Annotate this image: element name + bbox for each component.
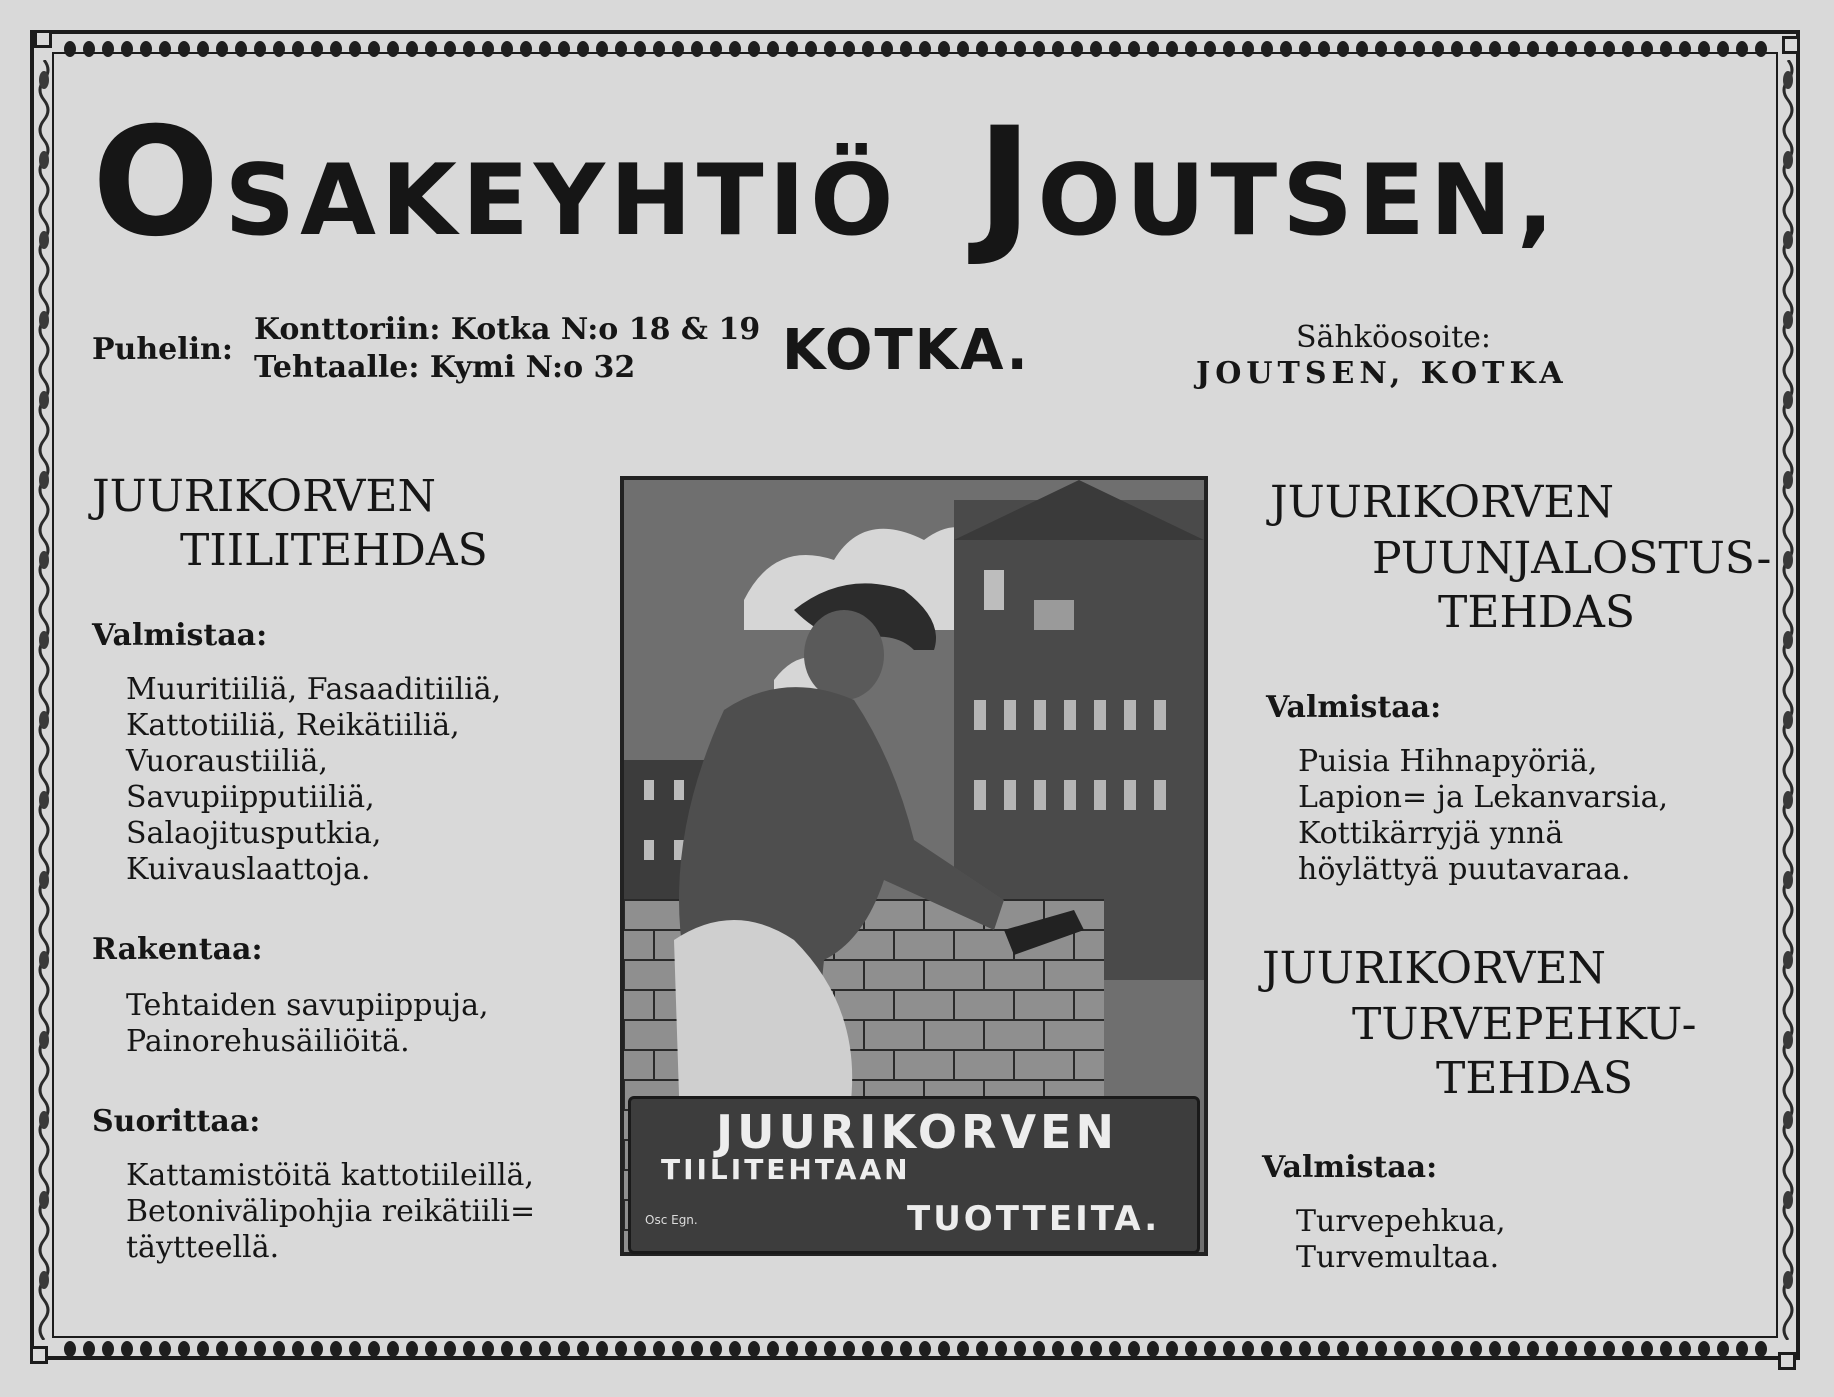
list-item: Muuritiiliä, Fasaaditiiliä,	[126, 672, 502, 707]
phone-label: Puhelin:	[92, 332, 233, 367]
woodworks-makes-label: Valmistaa:	[1266, 690, 1442, 725]
corner-ornament-bottom-left	[30, 1346, 48, 1364]
list-item: Lapion= ja Lekanvarsia,	[1298, 780, 1669, 815]
list-item: Kattamistöitä kattotiileillä,	[126, 1158, 534, 1193]
list-item: Painorehusäiliöitä.	[126, 1024, 410, 1059]
brickworks-performs-label: Suorittaa:	[92, 1104, 261, 1139]
woodworks-heading-line1: JUURIKORVEN	[1270, 477, 1615, 528]
woodworks-heading-line2: PUUNJALOSTUS-	[1372, 533, 1772, 584]
peatworks-product-list	[1296, 1204, 1506, 1276]
right-vine-border	[1778, 60, 1798, 1340]
poster-line1: JUURIKORVEN	[716, 1105, 1118, 1159]
company-title	[92, 96, 1742, 270]
brickworks-performs-list	[126, 1158, 535, 1266]
list-item: Turvepehkua,	[1296, 1204, 1506, 1239]
factory-phone: Tehtaalle: Kymi N:o 32	[254, 350, 636, 385]
peatworks-heading-line3: TEHDAS	[1436, 1053, 1634, 1104]
telegraph-address: JOUTSEN, KOTKA	[1196, 356, 1568, 391]
top-bead-border	[60, 38, 1780, 60]
list-item: Savupiipputiiliä,	[126, 780, 375, 815]
brickworks-heading-line1: JUURIKORVEN	[92, 471, 437, 522]
peatworks-heading-line2: TURVEPEHKU-	[1352, 999, 1697, 1050]
telegraph-label: Sähköosoite:	[1296, 320, 1492, 355]
list-item: Puisia Hihnapyöriä,	[1298, 744, 1598, 779]
brickworks-product-list	[126, 672, 501, 888]
list-item: höylättyä puutavaraa.	[1298, 852, 1631, 887]
brickworks-builds-label: Rakentaa:	[92, 932, 263, 967]
poster-banner	[628, 1096, 1200, 1254]
list-item: Kuivauslaattoja.	[126, 852, 371, 887]
poster-line3: TUOTTEITA.	[907, 1199, 1161, 1239]
list-item: Turvemultaa.	[1296, 1240, 1500, 1275]
left-vine-border	[34, 60, 54, 1340]
company-name-word2: JOUTSEN,	[976, 96, 1560, 270]
peatworks-makes-label: Valmistaa:	[1262, 1150, 1438, 1185]
list-item: Betonivälipohjia reikätiili=	[126, 1194, 536, 1229]
woodworks-product-list	[1298, 744, 1668, 888]
list-item: Tehtaiden savupiippuja,	[126, 988, 489, 1023]
corner-ornament-top-right	[1782, 36, 1800, 54]
office-phone: Konttoriin: Kotka N:o 18 & 19	[254, 312, 761, 347]
list-item: täytteellä.	[126, 1230, 280, 1265]
brickworks-makes-label: Valmistaa:	[92, 618, 268, 653]
peatworks-heading-line1: JUURIKORVEN	[1262, 943, 1607, 994]
artist-signature: Osc Egn.	[645, 1213, 698, 1227]
list-item: Kottikärryjä ynnä	[1298, 816, 1564, 851]
corner-ornament-top-left	[34, 30, 52, 48]
list-item: Kattotiiliä, Reikätiiliä,	[126, 708, 460, 743]
brickworks-builds-list	[126, 988, 489, 1060]
poster-line2: TIILITEHTAAN	[661, 1153, 911, 1186]
woodworks-heading-line3: TEHDAS	[1438, 587, 1636, 638]
bottom-bead-border	[60, 1338, 1780, 1360]
company-name-word1: OSAKEYHTIÖ	[92, 96, 899, 270]
brickworks-heading-line2: TIILITEHDAS	[180, 525, 488, 576]
list-item: Salaojitusputkia,	[126, 816, 382, 851]
corner-ornament-bottom-right	[1778, 1352, 1796, 1370]
city-name: KOTKA.	[782, 318, 1030, 383]
list-item: Vuoraustiiliä,	[126, 744, 328, 779]
